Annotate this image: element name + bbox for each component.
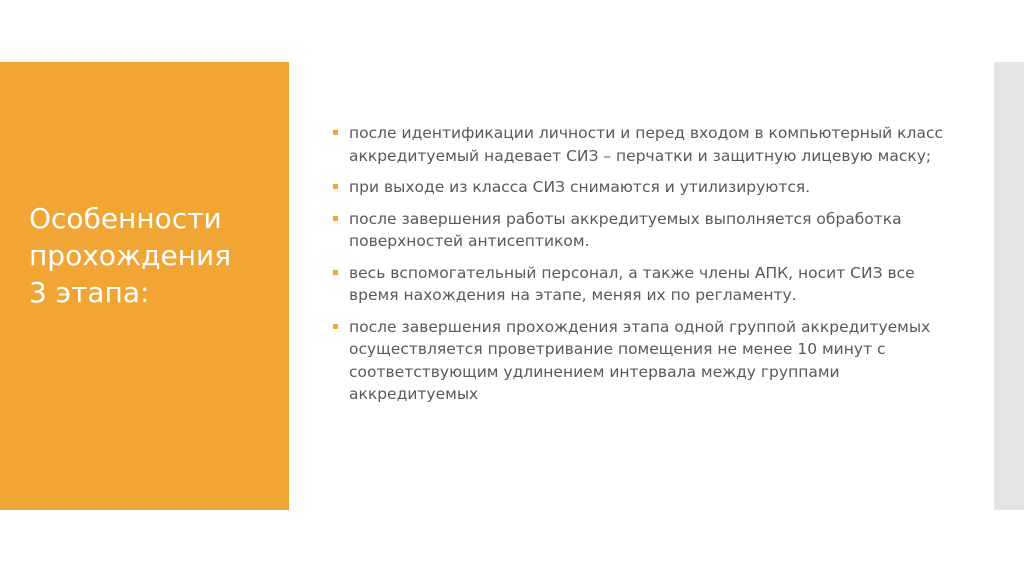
bullet-icon: ▪ (332, 127, 339, 138)
slide-title (29, 200, 279, 311)
list-item-text: после завершения работы аккредитуемых выполняется обработка поверхностей антисептиком. (349, 209, 902, 250)
bullet-icon: ▪ (332, 212, 339, 224)
list-item (331, 316, 951, 406)
title-line-3: 3 этапа: (29, 276, 150, 309)
title-line-2: прохождения (29, 239, 232, 272)
list-item (331, 208, 951, 253)
list-item-text: после завершения прохождения этапа одной группой аккредитуемых осуществляется проветривание помещения не менее 10 минут с соответствующим удлинением интервала между группами аккредитуемых (349, 317, 931, 403)
list-item-text: после идентификации личности и перед входом в компьютерный класс аккредитуемый надевает СИЗ – перчатки и защитную лицевую маску; (349, 124, 943, 165)
list-item (331, 122, 951, 167)
bullet-icon: ▪ (332, 181, 339, 192)
title-line-1: Особенности (29, 202, 222, 235)
bullet-icon: ▪ (332, 320, 339, 332)
bullet-icon: ▪ (332, 266, 339, 278)
bullet-list (331, 122, 951, 415)
list-item-text: при выходе из класса СИЗ снимаются и утилизируются. (349, 178, 811, 196)
list-item (331, 176, 951, 199)
list-item (331, 262, 951, 307)
side-accent-bar (994, 62, 1024, 510)
list-item-text: весь вспомогательный персонал, а также члены АПК, носит СИЗ все время нахождения на этапе, меняя их по регламенту. (349, 263, 915, 304)
